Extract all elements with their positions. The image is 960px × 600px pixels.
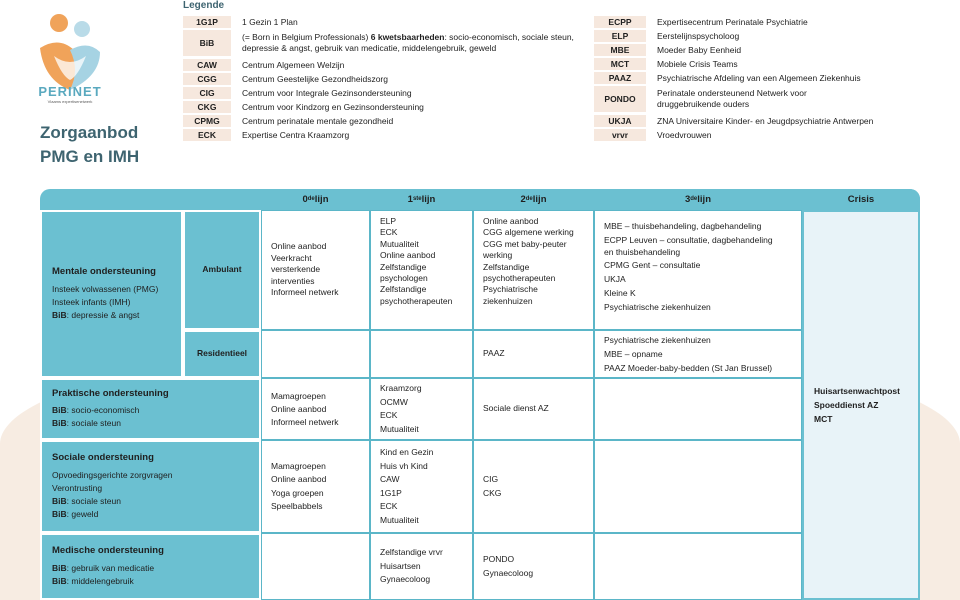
title-line-2: PMG en IMH: [40, 147, 140, 166]
category-line: Insteek infants (IMH): [52, 296, 131, 307]
category-title: Sociale ondersteuning: [52, 452, 154, 464]
cell-mentaal-residentieel-lijn2: PAAZ: [473, 330, 594, 378]
legend-desc: Mobiele Crisis Teams: [657, 58, 738, 69]
legend-item: [594, 115, 930, 127]
legend-right: [594, 16, 930, 143]
legend-code: CKG: [183, 101, 231, 113]
category-line: Insteek volwassenen (PMG): [52, 283, 159, 294]
category-title: Medische ondersteuning: [52, 545, 164, 557]
logo-tagline: Vlaams expertisenetwerk: [47, 99, 93, 104]
legend-item: [183, 129, 593, 141]
legend-code: MCT: [594, 58, 646, 70]
legend-item: [183, 16, 593, 28]
category-line: BiB: geweld: [52, 508, 99, 519]
cell-mentaal-ambulant-lijn2: Online aanbod CGG algemene werking CGG met baby-peuter werking Zelfstandige psychotherapeuten Psychiatrische ziekenhuizen: [473, 210, 594, 330]
legend-code: UKJA: [594, 115, 646, 127]
cell-mentaal-ambulant-lijn3: MBE – thuisbehandeling, dagbehandeling ECPP Leuven – consultatie, dagbehandeling en thuisbehandeling CPMG Gent – consultatie UKJA Kleine K Psychiatrische ziekenhuizen: [594, 210, 802, 330]
logo-name: PERINET: [38, 84, 102, 99]
legend-code: CIG: [183, 87, 231, 99]
header-crisis: Crisis: [802, 189, 920, 210]
legend-desc: Expertisecentrum Perinatale Psychiatrie: [657, 16, 808, 27]
legend-desc: ZNA Universitaire Kinder- en Jeugdpsychiatrie Antwerpen: [657, 115, 874, 126]
legend-left: [183, 16, 593, 143]
legend-item: [594, 58, 930, 70]
legend-item: [594, 86, 930, 112]
category-line: Opvoedingsgerichte zorgvragen: [52, 469, 173, 480]
category-medische-ondersteuning: [40, 533, 261, 600]
legend-desc: Vroedvrouwen: [657, 129, 712, 140]
cell-mentaal-residentieel-lijn3: Psychiatrische ziekenhuizen MBE – opname PAAZ Moeder-baby-bedden (St Jan Brussel): [594, 330, 802, 378]
legend-desc: (= Born in Belgium Professionals) 6 kwetsbaarheden: socio-economisch, sociale steun, depressie & angst, gebruik van medicatie, middelengebruik, geweld: [242, 32, 574, 53]
legend-item: [183, 30, 593, 56]
category-title: Praktische ondersteuning: [52, 387, 169, 399]
legend-code: BiB: [183, 30, 231, 56]
cell-mentaal-ambulant-lijn1: ELP ECK Mutualiteit Online aanbod Zelfstandige psychologen Zelfstandige psychotherapeuten: [370, 210, 473, 330]
legend-desc: Centrum Algemeen Welzijn: [242, 59, 345, 70]
cell-medisch-lijn0: [261, 533, 370, 600]
legend-desc: Centrum perinatale mentale gezondheid: [242, 115, 394, 126]
cell-medisch-lijn2: PONDO Gynaecoloog: [473, 533, 594, 600]
header-lijn-0: 0 de lijn: [261, 189, 370, 210]
header-lijn-3: 3 de lijn: [594, 189, 802, 210]
legend-item: [594, 72, 930, 84]
legend-item: [594, 129, 930, 141]
care-offer-table: [40, 189, 920, 600]
legend-desc: Psychiatrische Afdeling van een Algemeen Ziekenhuis: [657, 72, 861, 83]
category-line: BiB: socio-economisch: [52, 405, 140, 416]
legend-code: ECPP: [594, 16, 646, 28]
legend-desc: Centrum voor Integrale Gezinsondersteuning: [242, 87, 412, 98]
legend-item: [594, 30, 930, 42]
cell-medisch-lijn1: Zelfstandige vrvr Huisartsen Gynaecoloog: [370, 533, 473, 600]
legend-code: MBE: [594, 44, 646, 56]
legend-item: [183, 101, 593, 113]
cell-praktisch-lijn2: Sociale dienst AZ: [473, 378, 594, 440]
category-sociale-ondersteuning: [40, 440, 261, 533]
subcategory-residentieel: Residentieel: [183, 330, 261, 378]
legend-code: ELP: [594, 30, 646, 42]
page-title: [40, 121, 139, 169]
cell-mentaal-residentieel-lijn0: [261, 330, 370, 378]
category-praktische-ondersteuning: [40, 378, 261, 440]
legend-item: [183, 59, 593, 71]
legend-item: [594, 44, 930, 56]
legend-code: CGG: [183, 73, 231, 85]
category-mentale-ondersteuning: [40, 210, 183, 378]
cell-mentaal-ambulant-lijn0: Online aanbod Veerkracht versterkende interventies Informeel netwerk: [261, 210, 370, 330]
legend-code: PAAZ: [594, 72, 646, 84]
title-line-1: Zorgaanbod: [40, 123, 139, 142]
legend-desc: 1 Gezin 1 Plan: [242, 16, 298, 27]
header-lijn-2: 2 de lijn: [473, 189, 594, 210]
category-line: BiB: depressie & angst: [52, 309, 140, 320]
subcategory-ambulant: Ambulant: [183, 210, 261, 330]
legend-code: ECK: [183, 129, 231, 141]
cell-sociaal-lijn3: [594, 440, 802, 533]
category-line: BiB: middelengebruik: [52, 575, 134, 586]
legend-desc: Centrum Geestelijke Gezondheidszorg: [242, 73, 388, 84]
cell-praktisch-lijn0: Mamagroepen Online aanbod Informeel netwerk: [261, 378, 370, 440]
legend-code: CAW: [183, 59, 231, 71]
legend-desc: Expertise Centra Kraamzorg: [242, 129, 350, 140]
cell-praktisch-lijn3: [594, 378, 802, 440]
legend-title: Legende: [183, 0, 225, 11]
cell-mentaal-residentieel-lijn1: [370, 330, 473, 378]
cell-sociaal-lijn1: Kind en Gezin Huis vh Kind CAW 1G1P ECK Mutualiteit: [370, 440, 473, 533]
legend-code: 1G1P: [183, 16, 231, 28]
category-line: BiB: gebruik van medicatie: [52, 562, 155, 573]
cell-praktisch-lijn1: Kraamzorg OCMW ECK Mutualiteit: [370, 378, 473, 440]
cell-sociaal-lijn0: Mamagroepen Online aanbod Yoga groepen Speelbabbels: [261, 440, 370, 533]
cell-crisis: Huisartsenwachtpost Spoeddienst AZ MCT: [802, 210, 920, 600]
category-title: Mentale ondersteuning: [52, 266, 156, 278]
header-lijn-1: 1 ste lijn: [370, 189, 473, 210]
cell-medisch-lijn3: [594, 533, 802, 600]
legend-code: PONDO: [594, 86, 646, 112]
cell-sociaal-lijn2: CIG CKG: [473, 440, 594, 533]
legend-item: [183, 73, 593, 85]
legend-desc: Eerstelijnspsycholoog: [657, 30, 740, 41]
legend-desc: Perinatale ondersteunend Netwerk voor druggebruikende ouders: [657, 88, 807, 109]
legend-code: CPMG: [183, 115, 231, 127]
category-line: BiB: sociale steun: [52, 495, 121, 506]
legend-desc: Centrum voor Kindzorg en Gezinsondersteuning: [242, 101, 424, 112]
legend-item: [183, 87, 593, 99]
legend-desc: Moeder Baby Eenheid: [657, 44, 742, 55]
category-line: Verontrusting: [52, 482, 103, 493]
legend-code: vrvr: [594, 129, 646, 141]
legend-item: [183, 115, 593, 127]
legend-item: [594, 16, 930, 28]
category-line: BiB: sociale steun: [52, 418, 121, 429]
